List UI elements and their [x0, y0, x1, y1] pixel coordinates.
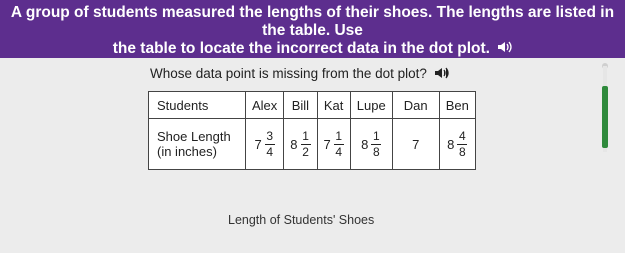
student-name: Kat — [317, 92, 350, 119]
row-header-students: Students — [149, 92, 246, 119]
student-name: Dan — [392, 92, 439, 119]
prompt-line-1: A group of students measured the lengths of their shoes. The lengths are listed in the table. Use — [10, 4, 615, 39]
prompt-line-2: the table to locate the incorrect data in the dot plot. — [112, 40, 490, 58]
student-name: Alex — [246, 92, 284, 119]
scrollbar[interactable] — [594, 58, 616, 158]
dot-plot-caption: Length of Students' Shoes — [228, 213, 375, 227]
shoe-length-cell: 7 — [392, 119, 439, 170]
question-card — [0, 58, 625, 253]
shoe-length-cell: 7 $\frac{3}{4}$ — [246, 119, 284, 170]
shoe-length-cell: 8 $\frac{1}{2}$ — [284, 119, 317, 170]
prompt-banner — [0, 0, 625, 58]
shoe-length-table — [148, 91, 476, 170]
student-name: Lupe — [350, 92, 392, 119]
table-value-row — [149, 119, 476, 170]
table-header-row — [149, 92, 476, 119]
shoe-length-cell: 8 $\frac{4}{8}$ — [439, 119, 475, 170]
speaker-icon[interactable] — [498, 40, 512, 58]
speaker-icon[interactable] — [435, 67, 449, 82]
shoe-length-cell: 7 $\frac{1}{4}$ — [317, 119, 350, 170]
scrollbar-thumb[interactable] — [602, 86, 608, 148]
question-text: Whose data point is missing from the dot plot? — [150, 66, 427, 81]
row-header-shoe-length: Shoe Length (in inches) — [149, 119, 246, 170]
student-name: Bill — [284, 92, 317, 119]
shoe-length-cell: 8 $\frac{1}{8}$ — [350, 119, 392, 170]
student-name: Ben — [439, 92, 475, 119]
